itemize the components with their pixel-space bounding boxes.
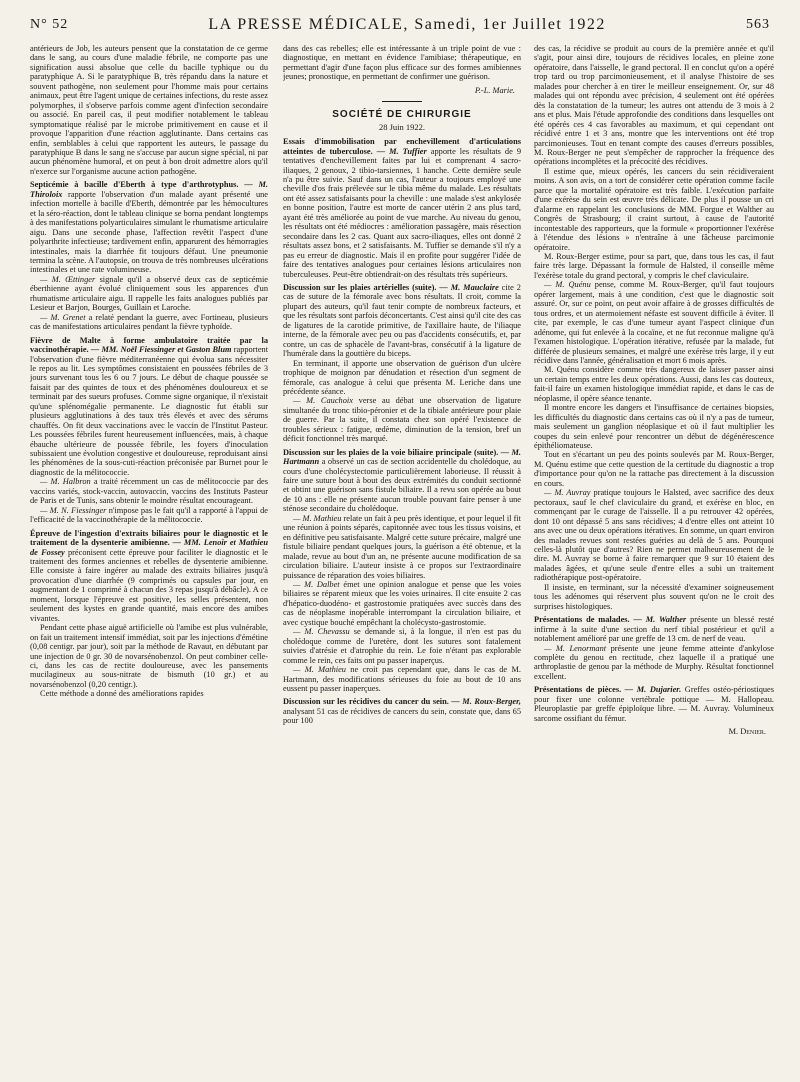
section-heading: Septicémie à bacille d'Eberth à type d'arthrotyphus. — M. Thiroloix rapporte l'observation d'un malade ayant présenté une infection mortelle à bacille d'Eberth, démontrée par les hémocultures et la séro-réaction, dont le tableau clinique se borna pendant longtemps à des manifestations polyarticulaires simulant le rhumatisme articulaire aigu. Dans une seconde phase, l'affection revêtit l'aspect d'une polyarthrite infectieuse; tardivement enfin, apparurent des hémorragies intestinales, mais la diarrhée fit toujours défaut. Une pneumonie termina la scène. A l'autopsie, on trouva de très nombreuses ulcérations intestinales et une rate volumineuse.	[30, 180, 268, 275]
paragraph: — M. Chevassu se demande si, à la longue, il n'en est pas du cholédoque comme de l'uretère, dont les sutures sont fatalement suivies d'atrésie et d'atrophie du rein. Le foie n'étant pas explorable comme le rein, ces faits ont pu passer inaperçus.	[283, 627, 521, 665]
paragraph: Il insiste, en terminant, sur la nécessité d'examiner soigneusement tous les adénomes qui réservent plus souvent qu'on ne le croit des surprises histologiques.	[534, 582, 774, 611]
issue-number: N° 52	[30, 17, 69, 32]
paragraph: — M. Grenet a relaté pendant la guerre, avec Fortineau, plusieurs cas de manifestations articulaires pendant la fièvre typhoïde.	[30, 312, 268, 332]
paragraph: — M. N. Fiessinger n'impose pas le fait qu'il a rapporté à l'appui de l'efficacité de la vaccinothérapie de la mélitococcie.	[30, 505, 268, 525]
section-heading: Discussion sur les récidives du cancer du sein. — M. Roux-Berger, analysant 51 cas de récidives de cancers du sein, constate que, dans 65 pour 100	[283, 697, 521, 726]
column-2	[283, 44, 521, 1064]
section-heading: Fièvre de Malte à forme ambulatoire traitée par la vaccinothérapie. — MM. Noël Fiessinger et Gaston Blum rapportent l'observation d'une fièvre méditerranéenne qui évolua sans nécessiter le repos au lit. Les symptômes consistaient en poussées fébriles de 3 jours survenant tous les 6 ou 7 jours. Le début de chaque poussée se faisait par des quintes de toux et des phénomènes douloureux et se terminait par des sueurs profuses. Comme signe organique, il n'existait qu'une splénomégalie permanente. Le diagnostic fut établi sur plusieurs agglutinations à des taux très élevés et avec des sérums chauffés. On fit deux vaccinations avec le vaccin de l'Institut Pasteur. Les poussées fébriles furent heureusement influencées, mais, à chaque ébauche ultérieure de poussée fébrile, les foyers d'inoculation subissaient une évolution congestive et douloureuse, reproduisant ainsi les phénomènes de la sous-cuti-réaction préconisée par Burnet pour le diagnostic de la mélitococcie.	[30, 335, 268, 477]
paragraph: — M. Lenormant présente une jeune femme atteinte d'ankylose complète du genou en rectitude, chez laquelle il a pratiqué une arthroplastie de genou par la méthode de Murphy. Résultat fonctionnel excellent.	[534, 643, 774, 681]
paragraph: — M. Cauchoix verse au débat une observation de ligature simultanée du tronc tibio-péronier et de la tibiale antérieure pour plaie de guerre. Par la suite, il constata chez son opéré l'existence de troubles sérieux : fatigue, œdème, diminution de la tension, bref un déficit fonctionnel très marqué.	[283, 396, 521, 444]
paragraph: antérieurs de Job, les auteurs pensent que la constatation de ce germe dans le sang, au cours d'une maladie fébrile, ne comporte pas une signification aussi absolue que celle du bacille typhique ou du paratyphique A. Si le paratyphique B, très répandu dans la nature et souvent pathogène, non seulement pour l'homme mais pour certains animaux, peut être l'agent unique de certaines infections, du reste assez polymorphes, il s'observe parfois comme agent d'infection secondaire ou associé. En pareil cas, il peut modifier notablement le tableau symptomatique réalisé par le microbe primitivement en cause et il provoque l'apparition d'une réaction agglutinante. Dans certains cas enfin, semblables à celui que rapportent les auteurs, le passage du paratyphique B dans le sang ne s'accuse par aucun signe spécial, ni par aucun phénomène humoral, et on peut à bon droit admettre alors qu'il n'exerce sur l'organisme aucune action pathogène.	[30, 44, 268, 176]
author-signature: M. Denier.	[728, 727, 766, 737]
paragraph: dans des cas rebelles; elle est intéressante à un triple point de vue : diagnostique, en mettant en évidence l'amibiase; thérapeutique, en permettant d'agir d'une façon plus efficace sur des formes amibiennes jeunes; pronostique, en permettant de confirmer une guérison.	[283, 44, 521, 82]
page-header	[30, 10, 770, 40]
paragraph: — M. Dalbet émet une opinion analogue et pense que les voies biliaires se réparent mieux que les voies urinaires. Il cite ensuite 2 cas d'hépatico-duodéno- et gastrostomie pratiquées avec succès dans des cas de néoplasme inopérable interrompant la circulation biliaire, et avec cystique bouché empêchant la cholécysto-gastrostomie.	[283, 580, 521, 627]
section-heading: Essais d'immobilisation par enchevillement d'articulations atteintes de tuberculose. — M. Tuffier apporte les résultats de 9 tentatives d'enchevillement faites par lui et comprenant 4 sacro-iliaques, 2 genoux, 2 tibio-tarsiennes, 1 hanche. Cette dernière seule n'a pu être suivie. Sauf dans un cas, l'auteur a toujours employé une cheville d'os frais prélevée sur le tibia même du malade. Les résultats ont été assez satisfaisants pour la cheville : une malade s'est ankylosée en bonne position, l'autre est morte de cancer utérin 2 ans plus tard, ayant été très améliorée au point de vue marche. Au niveau du genou, les résultats ont été médiocres : amélioration passagère, mais résection secondaire dans les 2 cas. Quant aux sacro-iliaques, elles ont donné 2 résultats assez bons, et 2 satisfaisants. M. Tuffier se demande s'il n'y a pas eu erreur de diagnostic. Mais il en profite pour suggérer l'idée de faire des tentatives analogues pour certaines lésions articulaires non tuberculeuses. Peut-être obtiendrait-on des résultats très supérieurs.	[283, 137, 521, 279]
section-heading: Présentations de malades. — M. Walther présente un blessé resté infirme à la suite d'une section du nerf tibial postérieur et qu'il a notablement amélioré par une greffe de 13 cm. de nerf de veau.	[534, 615, 774, 644]
masthead-title: LA PRESSE MÉDICALE, Samedi, 1er Juillet 1922	[208, 16, 606, 33]
paragraph: M. Quénu considère comme très dangereux de laisser passer ainsi un certain temps entre les deux opérations. Aussi, dans les cas douteux, fait-il faire un examen histologique immédiat rapide, et dans le cas de néoplasme, il opère séance tenante.	[534, 365, 774, 403]
paragraph: En terminant, il apporte une observation de guérison d'un ulcère trophique de moignon par dénudation et résection d'un segment de fémorale, cas analogue à celui que présenta M. Leriche dans une précédente séance.	[283, 358, 521, 396]
paragraph: M. Roux-Berger estime, pour sa part, que, dans tous les cas, il faut faire très large. Dépassant la formule de Halsted, il conseille même l'exérèse totale du grand pectoral, y compris le chef claviculaire.	[534, 251, 774, 280]
divider	[382, 101, 422, 102]
section-heading: Épreuve de l'ingestion d'extraits biliaires pour le diagnostic et le traitement de la dysenterie amibienne. — MM. Lenoir et Mathieu de Fossey préconisent cette épreuve pour faciliter le diagnostic et le traitement des formes anciennes et rebelles de dysenterie amibienne. Elle consiste à faire ingérer au malade des extraits biliaires jusqu'à provocation d'une diarrhée (9 comprimés ou capsules par jour, en augmentant de 1 comprimé à chacun des 3 repas jusqu'à débâcle). A ce moment, lorsque l'épreuve est positive, les selles présentent, non seulement des kystes en grande quantité, mais encore des amibes vivantes.	[30, 528, 268, 623]
paragraph: Tout en s'écartant un peu des points soulevés par M. Roux-Berger, M. Quénu estime que cette question de la certitude du diagnostic a trop d'importance pour qu'on ne la rattache pas directement à la discussion en cours.	[534, 450, 774, 488]
section-heading: Présentations de pièces. — M. Dujarier. Greffes ostéo-périostiques pour fixer une colonne vertébrale pottique — M. Hallopeau. Pleuroplastie par greffe épiploïque libre. — M. Auvray. Volumineux sarcome ossifiant du fémur.	[534, 685, 774, 723]
paragraph: Il estime que, mieux opérés, les cancers du sein récidiveraient moins. A son avis, on a tort de considérer cette opération comme facile parce que la mortalité opératoire est très faible. L'exécution parfaite d'une exérèse du sein est œuvre très délicate. De plus il pousse un cri d'alarme en rappelant les conclusions de MM. Forgue et Walther au Congrès de Strasbourg; il craint surtout, à cause de l'autorité incontestable des rapporteurs, que la formule « proportionner l'exérèse à l'étendue des lésions » n'entraîne à une fâcheuse parcimonie opératoire.	[534, 166, 774, 252]
paragraph: — M. Mathieu relate un fait à peu près identique, et pour lequel il fit une réunion à points séparés, capitonnée avec tous les tissus voisins, et en définitive peu satisfaisante. Malgré cette suture précaire, malgré une fistule biliaire pendant quelques jours, la guérison a été obtenue, et la malade, revue au bout d'un an, ne présente aucune modification de sa circulation biliaire. L'auteur insiste à ce propos sur l'extraordinaire puissance de réparation des voies biliaires.	[283, 513, 521, 580]
paragraph: — M. Mathieu ne croit pas cependant que, dans le cas de M. Hartmann, des modifications sérieuses du foie au bout de 10 ans eussent pu passer inaperçues.	[283, 665, 521, 693]
session-date: 28 Juin 1922.	[378, 121, 426, 132]
paragraph: Pendant cette phase aiguë artificielle où l'amibe est plus vulnérable, on fait un traitement intensif immédiat, soit par les injections d'émétine (0,08 centigr. par jour), soit par la méthode de Ravaut, en débutant par une injection de 0 gr. 30 de novarsénobenzol. On peut combiner celle-ci, dans les cas de rectite douloureuse, avec les pansements mucilagineux au sous-nitrate de bismuth (10 gr.) et au novarsénobenzol (0,20 centigr.).	[30, 623, 268, 689]
section-heading: Discussion sur les plaies de la voie biliaire principale (suite). — M. Hartmann a observé un cas de section accidentelle du cholédoque, au cours d'une cholécystectomie particulièrement laborieuse. Il réussit à faire une suture bout à bout des deux extrémités du conduit sectionné et obtint une guérison sans fistule biliaire. Il a revu son opérée au bout de 10 ans : elle ne présente aucun trouble pouvant faire penser à une sténose secondaire du cholédoque.	[283, 447, 521, 514]
column-3	[534, 44, 774, 1064]
paragraph: — M. Halbron a traité récemment un cas de mélitococcie par des vaccins variés, stock-vaccin, autovaccin, vaccins des Instituts Pasteur de Paris et de Tunis, sans obtenir le moindre résultat encourageant.	[30, 477, 268, 506]
paragraph: Cette méthode a donné des améliorations rapides	[40, 689, 204, 699]
paragraph: des cas, la récidive se produit au cours de la première année et qu'il s'agit, pour ainsi dire, toujours de récidives locales, en pleine zone opératoire, dans l'aisselle, le grand pectoral. Il en conclut qu'on a opéré trop tard ou trop parcimonieusement, et il analyse l'histoire de ses malades pour chercher à en tirer le meilleur enseignement. Or, sur 48 malades qui ont répondu avec précision, 4 seulement ont été opérées dès la constatation de la tumeur; les autres ont attendu de 3 mois à 2 ans et plus. Mais l'étude approfondie des conditions dans lesquelles ont été opérés ces 4 cas favorables au maximum, et qui cependant ont récidivé entre 1 et 3 ans, montre que les interventions ont été trop parcimonieuses. Tout en tenant compte des causes d'erreurs possibles, M. Roux-Berger ne peut s'empêcher de rapprocher la fréquence des opérations incomplètes et la précocité des récidives.	[534, 44, 774, 167]
society-heading: SOCIÉTÉ DE CHIRURGIE	[332, 109, 472, 121]
author-signature: P.-L. Marie.	[474, 85, 515, 95]
paragraph: — M. Auvray pratique toujours le Halsted, avec sacrifice des deux pectoraux, sauf le chef claviculaire du grand, et exérèse en bloc, en commençant par le curage de l'aisselle. Il a pu retrouver 42 opérées, dont 10 ont dépassé 5 ans sans récidives; 4 d'entre elles ont atteint 10 ans avec une ou deux opérations itératives. En somme, un quart environ des malades revues sont restées guéries au delà de 5 ans. Pourquoi celles-là plutôt que d'autres? Rien ne permet malheureusement de le dire. M. Auvray se borne à faire remarquer que 9 sur 10 étaient des malades âgées, et qu'une seule d'entre elles a subi un traitement radiothérapique post-opératoire.	[534, 488, 774, 583]
paragraph: — M. Œttinger signale qu'il a observé deux cas de septicémie éberthienne ayant évolué cliniquement sous les apparences d'un rhumatisme articulaire aigu. Il rappelle les faits analogues publiés par Lesieur et Barjon, Bourges, Guillain et Laroche.	[30, 274, 268, 313]
paragraph: Il montre encore les dangers et l'insuffisance de certaines biopsies, les difficultés du diagnostic dans certains cas où il n'y a pas de tumeur, mais seulement un ganglion néoplasique et où il faut multiplier les coupes du sein enlevé pour rencontrer un début de dégénérescence épithéliomateuse.	[534, 403, 774, 451]
paragraph: — M. Quénu pense, comme M. Roux-Berger, qu'il faut toujours opérer largement, mais à une condition, c'est que le diagnostic soit assuré. Or, sur ce point, on peut avoir affaire à de grosses difficultés de tous ordres, et un atermoiement néfaste est souvent difficile à éviter. Il cite, par exemple, le cas d'une tumeur ayant l'aspect clinique d'un adénome, qui fut enlevée à la cocaïne, et ne fut reconnue maligne qu'à l'examen histologique. L'opération itérative, refusée par la malade, fut différée de plusieurs semaines, et malgré une exérèse très large, il y eut récidive dans l'année, généralisation et mort 6 mois après.	[534, 280, 774, 365]
section-heading: Discussion sur les plaies artérielles (suite). — M. Mauclaire cite 2 cas de suture de la fémorale avec bons résultats. Il croit, comme la plupart des auteurs, qu'il faut tenir compte de nombreux facteurs, et que les résultats sont parfois déconcertants. C'est ainsi qu'il cite des cas de ligatures de la carotide primitive, de l'axillaire haute, de l'iliaque interne, de la fémorale avec peu ou pas d'accidents consécutifs, et, par contre, un cas de sphacèle de l'avant-bras, consécutif à la ligature de l'humérale dans la gouttière du biceps.	[283, 282, 521, 359]
column-1	[30, 44, 268, 1064]
page-number: 563	[745, 17, 770, 32]
